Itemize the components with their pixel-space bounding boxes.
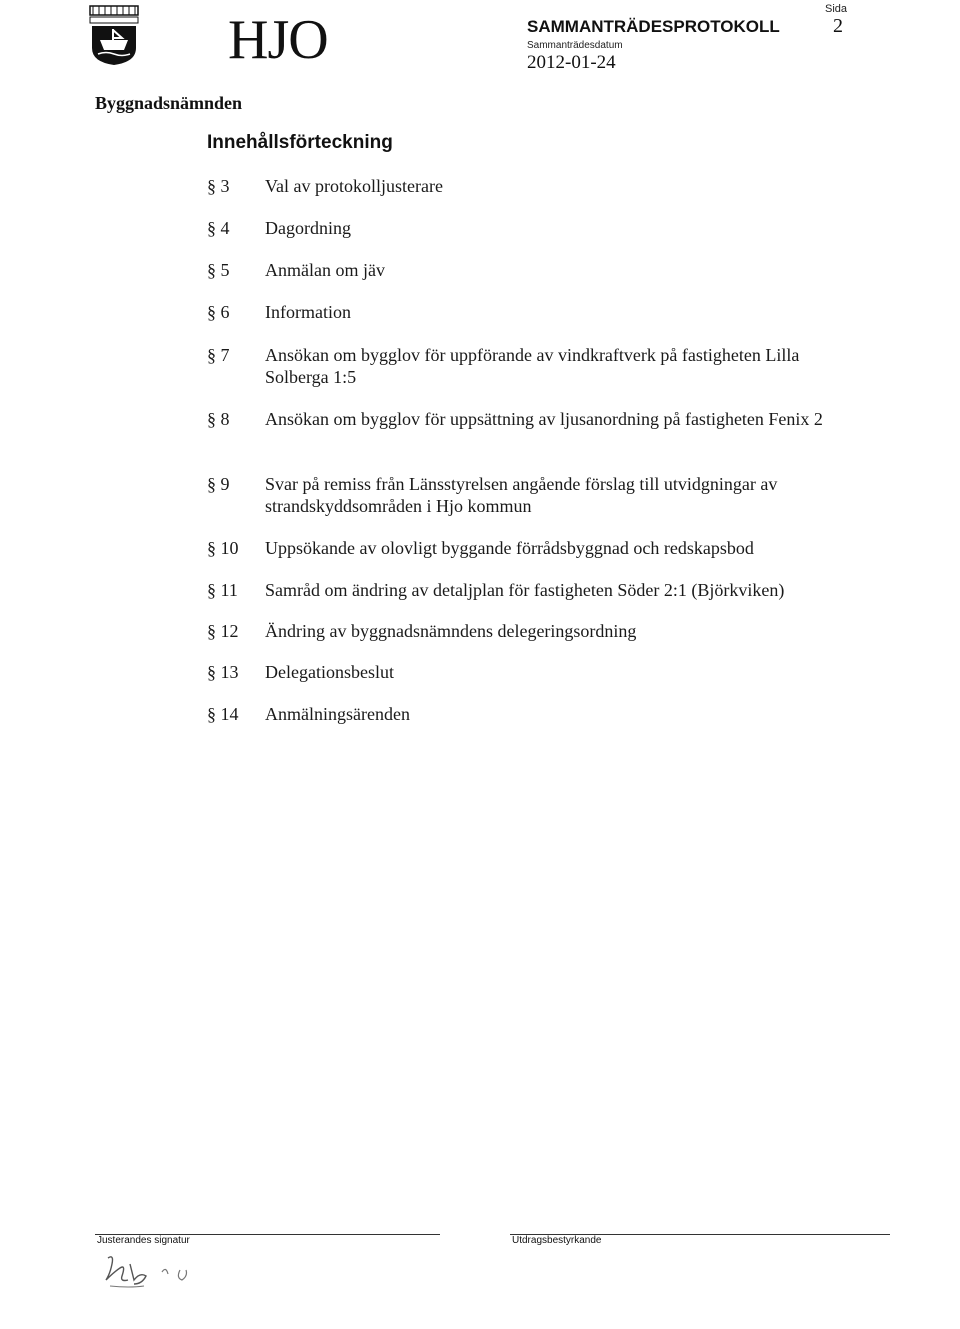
section-title: Ansökan om bygglov för uppsättning av ljusanordning på fastigheten Fenix 2: [265, 409, 823, 429]
page-number: 2: [833, 15, 843, 37]
section-number: § 5: [207, 260, 230, 280]
section-title: Uppsökande av olovligt byggande förrådsbyggnad och redskapsbod: [265, 538, 754, 558]
date-label: Sammanträdesdatum: [527, 40, 623, 51]
section-number: § 4: [207, 218, 230, 238]
section-number: § 11: [207, 580, 238, 600]
certifier-label: Utdragsbestyrkande: [512, 1235, 602, 1246]
section-number: § 14: [207, 704, 239, 724]
section-title: Ansökan om bygglov för uppförande av vindkraftverk på fastigheten Lilla Solberga 1:5: [265, 345, 800, 387]
section-title: Anmälan om jäv: [265, 260, 385, 280]
section-number: § 13: [207, 662, 239, 682]
coat-of-arms-icon: [88, 4, 140, 66]
toc-title: Innehållsförteckning: [207, 132, 393, 153]
section-number: § 3: [207, 176, 230, 196]
municipality-logo: [88, 4, 328, 71]
section-title: Samråd om ändring av detaljplan för fastigheten Söder 2:1 (Björkviken): [265, 580, 785, 600]
section-title: Val av protokolljusterare: [265, 176, 443, 196]
section-number: § 12: [207, 621, 239, 641]
section-title: Delegationsbeslut: [265, 662, 394, 682]
page-label: Sida: [825, 3, 848, 15]
section-title: Anmälningsärenden: [265, 704, 410, 724]
section-title: Dagordning: [265, 218, 351, 238]
handwritten-signature: [100, 1250, 220, 1292]
document-type: SAMMANTRÄDESPROTOKOLL: [527, 17, 780, 36]
section-title: Ändring av byggnadsnämndens delegeringsordning: [265, 621, 637, 641]
section-number: § 9: [207, 474, 230, 494]
section-number: § 6: [207, 302, 230, 322]
section-number: § 8: [207, 409, 230, 429]
logo-text: HJO: [228, 9, 328, 71]
signature-label: Justerandes signatur: [97, 1235, 190, 1246]
meeting-date: 2012-01-24: [527, 52, 616, 73]
section-title: Svar på remiss från Länsstyrelsen angående förslag till utvidgningar av strandskyddsområden i Hjo kommun: [265, 474, 778, 516]
committee-name: Byggnadsnämnden: [95, 93, 243, 113]
section-number: § 7: [207, 345, 230, 365]
section-title: Information: [265, 302, 351, 322]
section-number: § 10: [207, 538, 239, 558]
